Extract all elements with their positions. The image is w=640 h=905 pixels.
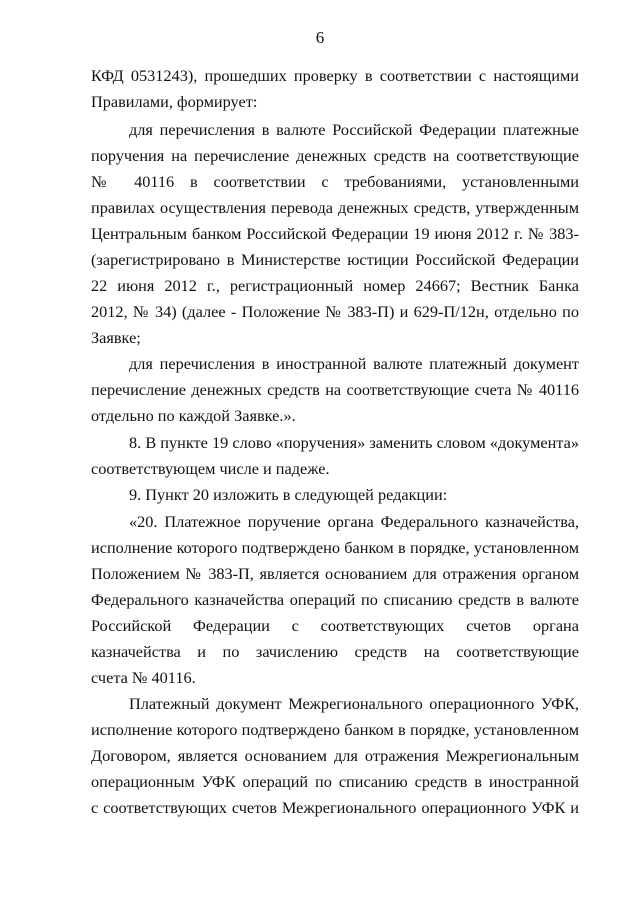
text-line: Федерального казначейства операций по списанию средств в валюте	[91, 590, 579, 609]
text-line: Заявке;	[91, 328, 141, 347]
text-line: Центральным банком Российской Федерации 19 июня 2012 г. № 383-	[91, 224, 579, 243]
text-line: отдельно по каждой Заявке.».	[91, 406, 296, 425]
text-line: поручения на перечисление денежных средств на соответствующие	[91, 146, 579, 165]
text-line: соответствующем числе и падеже.	[91, 459, 330, 478]
text-line: операционным УФК операций по списанию средств в иностранной	[91, 772, 579, 791]
text-line: с соответствующих счетов Межрегионального операционного УФК и	[91, 798, 579, 817]
text-line: 2012, № 34) (далее - Положение № 383-П) и 629-П/12н, отдельно по	[91, 302, 579, 321]
text-line: Платежный документ Межрегионального операционного УФК,	[129, 694, 579, 713]
text-line: исполнение которого подтверждено банком в порядке, установленном	[91, 720, 579, 739]
text-line: 9. Пункт 20 изложить в следующей редакции:	[129, 485, 448, 504]
text-line: (зарегистрировано в Министерстве юстиции Российской Федерации	[91, 250, 579, 269]
text-line: КФД 0531243), прошедших проверку в соответствии с настоящими	[91, 66, 579, 85]
text-line: 8. В пункте 19 слово «поручения» заменить словом «документа»	[129, 433, 579, 452]
text-line: «20. Платежное поручение органа Федерального казначейства,	[129, 512, 579, 531]
text-line: перечисление денежных средств на соответствующие счета № 40116	[91, 380, 579, 399]
text-line: исполнение которого подтверждено банком в порядке, установленном	[91, 538, 579, 557]
text-line: казначейства и по зачислению средств на соответствующие	[91, 642, 579, 661]
text-line: Положением № 383-П, является основанием для отражения органом	[91, 564, 579, 583]
text-line: правилах осуществления перевода денежных средств, утвержденным	[91, 198, 579, 217]
text-line: Договором, является основанием для отражения Межрегиональным	[91, 746, 579, 765]
text-line: Российской Федерации с соответствующих счетов органа	[91, 616, 579, 635]
text-line: счета № 40116.	[91, 668, 196, 687]
text-line: для перечисления в иностранной валюте платежный документ	[129, 354, 579, 373]
text-line: для перечисления в валюте Российской Федерации платежные	[129, 120, 579, 139]
text-line: 22 июня 2012 г., регистрационный номер 24667; Вестник Банка	[91, 276, 579, 295]
page-number: 6	[315, 28, 325, 47]
text-line: № 40116 в соответствии с требованиями, установленными	[91, 172, 579, 191]
text-line: Правилами, формирует:	[91, 92, 258, 111]
